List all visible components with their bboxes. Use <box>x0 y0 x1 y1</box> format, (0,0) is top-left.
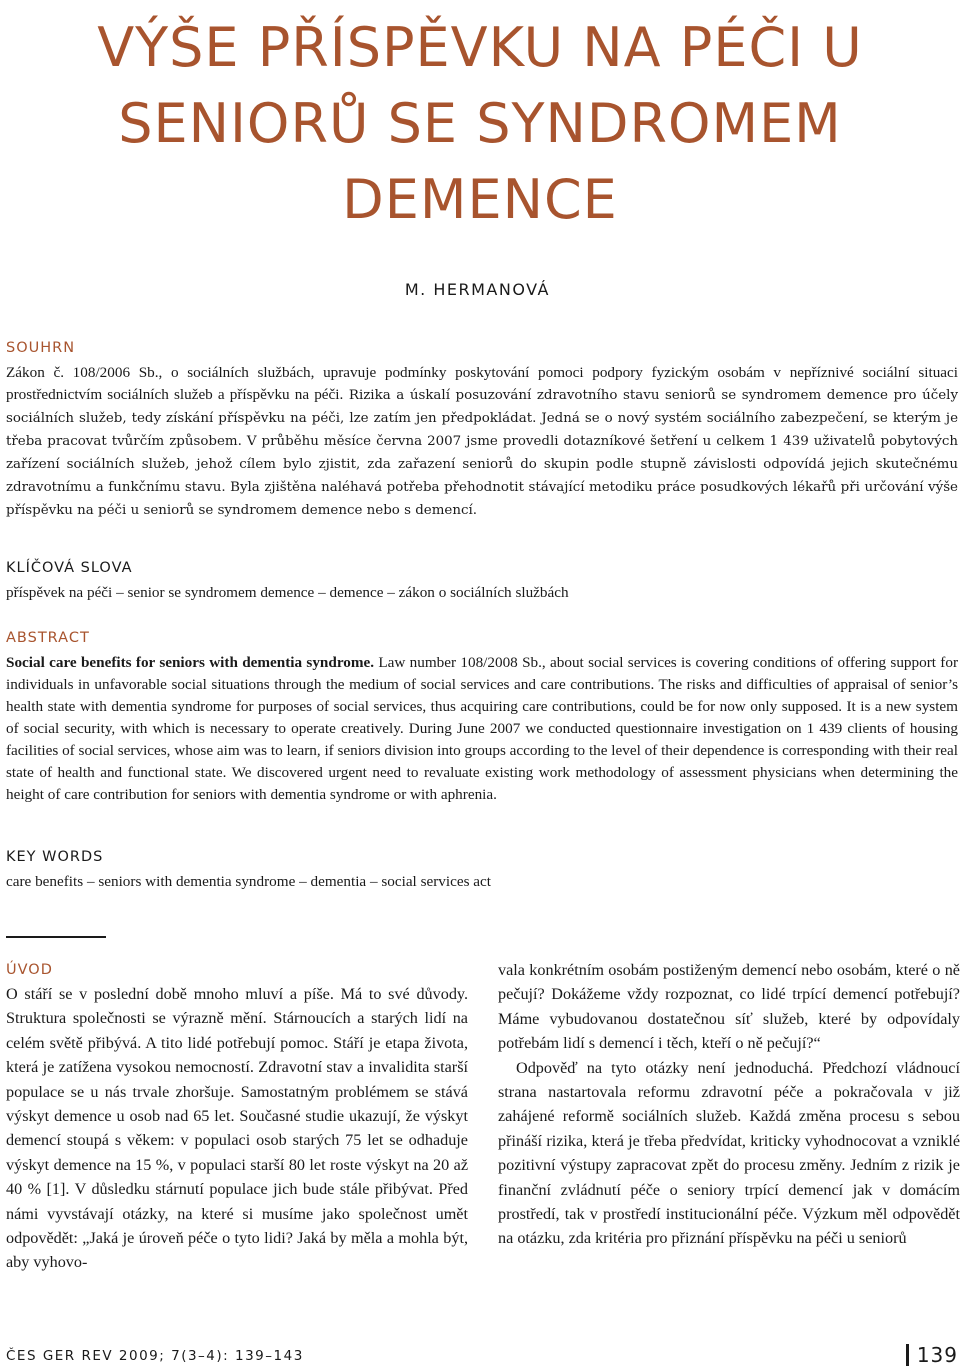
keywords-en-heading: KEY WORDS <box>6 849 104 865</box>
page-number-value: 139 <box>916 1343 958 1367</box>
journal-citation: ČES GER REV 2009; 7(3–4): 139–143 <box>6 1348 304 1364</box>
intro-right-column <box>498 958 960 1251</box>
intro-right-paragraph-1: vala konkrétním osobám postiženým demencí nebo osobám, které o ně pečují? Dokážeme vždy rozpoznat, co lidé trpící demencí potřebují? Máme vybudovanou dostatečnou síť služeb, které by odpovídaly potřebám lidí s demencí i těch, kteří o ně pečují?“ <box>498 961 960 1053</box>
summary-text-a: Zákon č. 108/2006 Sb., o sociálních službách, upravuje podmínky poskytování pomoci podpory fyzickým osobám v nepříznivé sociální situaci prostřednictvím sociálních služeb a příspěvku na péči. <box>6 364 958 403</box>
keywords-en-text: care benefits – seniors with dementia syndrome – dementia – social services act <box>6 873 491 890</box>
intro-heading: ÚVOD <box>6 962 53 978</box>
intro-left-text: O stáří se v poslední době mnoho mluví a píše. Má to své důvody. Struktura společnosti se výrazně mění. Stárnoucích a starých lidí na celém světě přibývá. A tito lidé potřebují pomoc. Stáří je etapa života, která je zatížena vysokou nemocností. Zdravotní stav a invalidita starší populace se u nás trvale zhoršuje. Samostatným problémem se stává výskyt demence u osob nad 65 let. Současné studie ukazují, že výskyt demencí stoupá s věkem: v populaci osob starých 75 let se odhaduje výskyt demence na 15 %, v populaci starší 80 let roste výskyt na 20 až 40 % [1]. V důsledku stárnutí populace jich bude stále přibývat. Před námi vyvstávají otázky, na které si musíme jako společnost umět odpovědět: „Jaká je úroveň péče o tyto lidi? Jaká by měla a mohla být, aby vyhovo- <box>6 985 468 1272</box>
keywords-cz-text: příspěvek na péči – senior se syndromem demence – demence – zákon o sociálních službách <box>6 584 569 601</box>
article-title: VÝŠE PŘÍSPĚVKU NA PÉČI U SENIORŮ SE SYNDROMEM DEMENCE <box>97 16 863 231</box>
abstract-text <box>6 652 958 806</box>
section-divider <box>6 936 106 938</box>
intro-left-column <box>6 958 468 1275</box>
keywords-cz-heading: KLÍČOVÁ SLOVA <box>6 560 133 576</box>
abstract-body: Law number 108/2008 Sb., about social services is covering conditions of offering support for individuals in unfavorable social situations through the medium of social services and care contributions. The risks and difficulties of appraisal of senior’s health state with dementia syndrome for purposes of social services, thus acquiring care contributions, could be for now only supposed. It is a new system of social security, with which is necessary to operate creatively. During June 2007 we conducted questionnaire investigation on 1 439 clients of housing facilities of social services, whose aim was to learn, if seniors division into groups according to the level of their dependence is corresponding with their real state of health and functional state. We discovered urgent need to revaluate existing work methodology of assessment physicians when determining the height of care contribution for seniors with dementia syndrome or with aphrenia. <box>6 654 958 803</box>
author-name: M. HERMANOVÁ <box>404 280 550 299</box>
summary-text-b: Rizika a úskalí posuzování zdravotního stavu seniorů se syndromem demence pro účely sociálních služeb, tedy získání příspěvku na péči, lze zatím jen předpokládat. Jedná se o nový systém sociálního zabezpečení, se kterým je třeba pracovat tvůrčím způsobem. V průběhu měsíce června 2007 jsme provedli dotazníkové šetření u celkem 1 439 uživatelů pobytových zařízení sociálních služeb, jehož cílem bylo zjistit, zda zařazení seniorů do skupin podle stupně závislosti odpovídá jejich skutečnému zdravotnímu a funkčnímu stavu. Byla zjištěna naléhavá potřeba přehodnotit stávající metodiku práce posudkových lékařů při určování výše příspěvku na péči u seniorů se syndromem demence nebo s demencí. <box>6 388 959 518</box>
page-number <box>906 1343 958 1367</box>
summary-text <box>6 362 958 522</box>
summary-heading: SOUHRN <box>6 340 76 356</box>
abstract-title: Social care benefits for seniors with dementia syndrome. <box>6 654 375 671</box>
page-number-bar <box>906 1344 909 1366</box>
abstract-heading: ABSTRACT <box>6 630 90 646</box>
intro-right-paragraph-2: Odpověď na tyto otázky není jednoduchá. Předchozí vládnoucí strana nastartovala reformu zdravotní péče a pokračovala v již zahájené reformě sociálních služeb. Každá změna procesu s sebou přináší rizika, která je třeba předvídat, kriticky vyhodnocovat a vzniklé pozitivní výstupy zapracovat zpět do procesu změny. Jedním z rizik je finanční zvládnutí péče o seniory trpící demencí jak v domácím prostředí, tak v prostředí institucionální péče. Výzkum měl odpovědět na otázku, zda kritéria pro přiznání příspěvku na péči u seniorů <box>498 1058 960 1248</box>
